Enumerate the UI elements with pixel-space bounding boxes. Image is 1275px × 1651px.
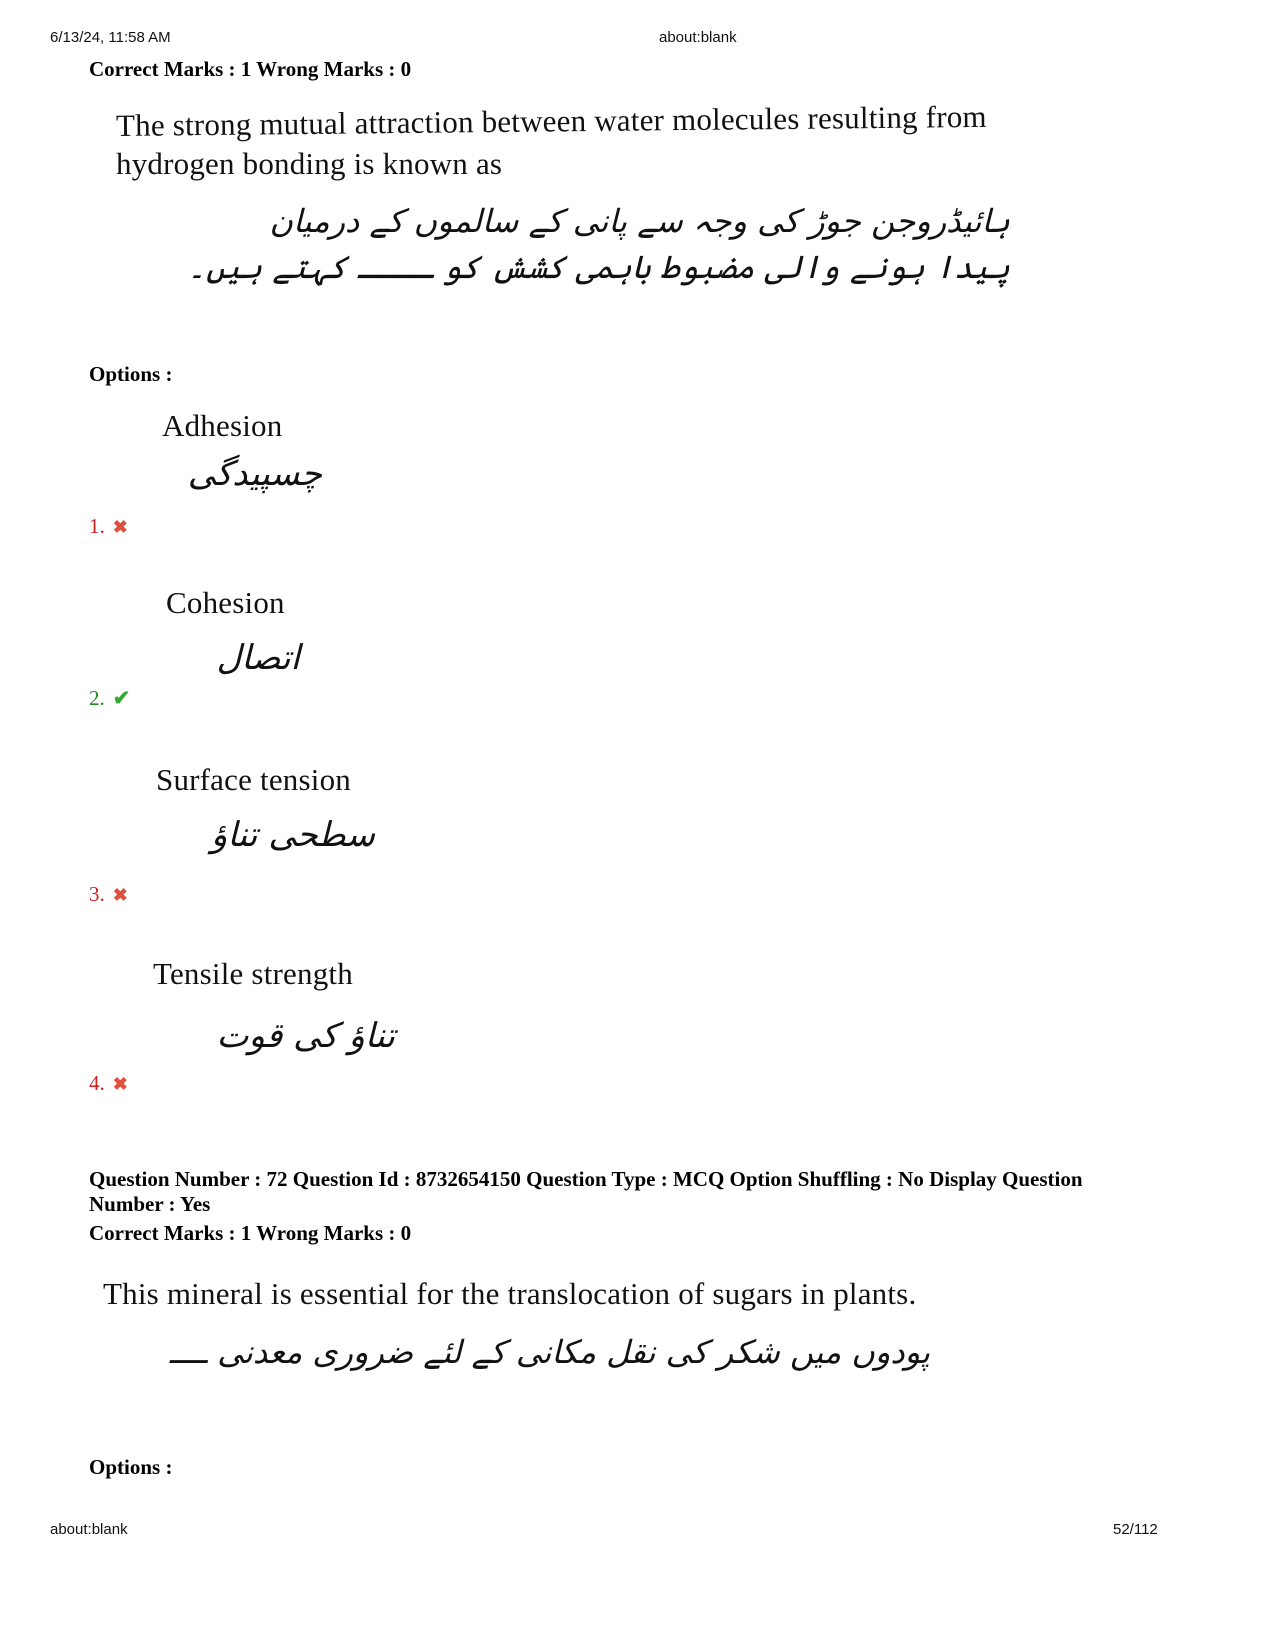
wrong-x-icon: ✖ [112, 516, 128, 537]
option-1-number [89, 514, 128, 539]
option-3-en: Surface tension [156, 762, 351, 797]
q71-marks: Correct Marks : 1 Wrong Marks : 0 [89, 57, 412, 81]
option-1-ur: چسپیدگی [187, 454, 322, 494]
q71-options-label: Options : [89, 362, 173, 386]
option-4-num: 4. [89, 1071, 105, 1095]
option-2-en: Cohesion [166, 585, 285, 620]
option-3-ur: سطحی تناؤ [211, 815, 375, 855]
print-datetime: 6/13/24, 11:58 AM [50, 29, 171, 46]
option-2-num: 2. [89, 686, 105, 710]
q71-question-en-line1: The strong mutual attraction between water molecules resulting from [115, 98, 987, 143]
q71-question-image [115, 98, 987, 182]
page-number: 52/112 [1113, 1521, 1158, 1538]
option-2-number [89, 686, 130, 711]
q72-options-label: Options : [89, 1455, 173, 1479]
option-3-number [89, 882, 128, 907]
footer-url: about:blank [50, 1521, 128, 1538]
q72-question-ur: پودوں میں شکر کی نقل مکانی کے لئے ضروری معدنی ــــ [169, 1333, 930, 1371]
option-4-en: Tensile strength [153, 956, 353, 991]
option-2-ur: اتصال [216, 638, 300, 678]
q72-info [89, 1167, 1189, 1217]
option-4-number [89, 1071, 128, 1096]
print-url: about:blank [659, 29, 737, 46]
q72-info-line1: Question Number : 72 Question Id : 8732654150 Question Type : MCQ Option Shuffling : No Display Question [89, 1167, 1083, 1191]
q72-info-line2: Number : Yes [89, 1192, 211, 1216]
correct-check-icon: ✔ [112, 686, 131, 710]
wrong-x-icon: ✖ [112, 884, 128, 905]
q71-question-ur-line2: پیدا ہونے والی مضبوط باہمی کشش کو ــــ کہتے ہیں۔ [187, 248, 1010, 286]
q71-question-en-line2: hydrogen bonding is known as [116, 146, 503, 181]
option-1-en: Adhesion [162, 408, 283, 443]
q72-marks: Correct Marks : 1 Wrong Marks : 0 [89, 1221, 412, 1245]
option-3-num: 3. [89, 882, 105, 906]
option-1-num: 1. [89, 514, 105, 538]
q72-question-en: This mineral is essential for the translocation of sugars in plants. [103, 1276, 917, 1311]
q71-question-ur [150, 198, 1010, 290]
wrong-x-icon: ✖ [112, 1073, 128, 1094]
q71-question-ur-line1: ہائیڈروجن جوڑ کی وجہ سے پانی کے سالموں کے درمیان [269, 202, 1010, 240]
option-4-ur: تناؤ کی قوت [216, 1016, 395, 1056]
